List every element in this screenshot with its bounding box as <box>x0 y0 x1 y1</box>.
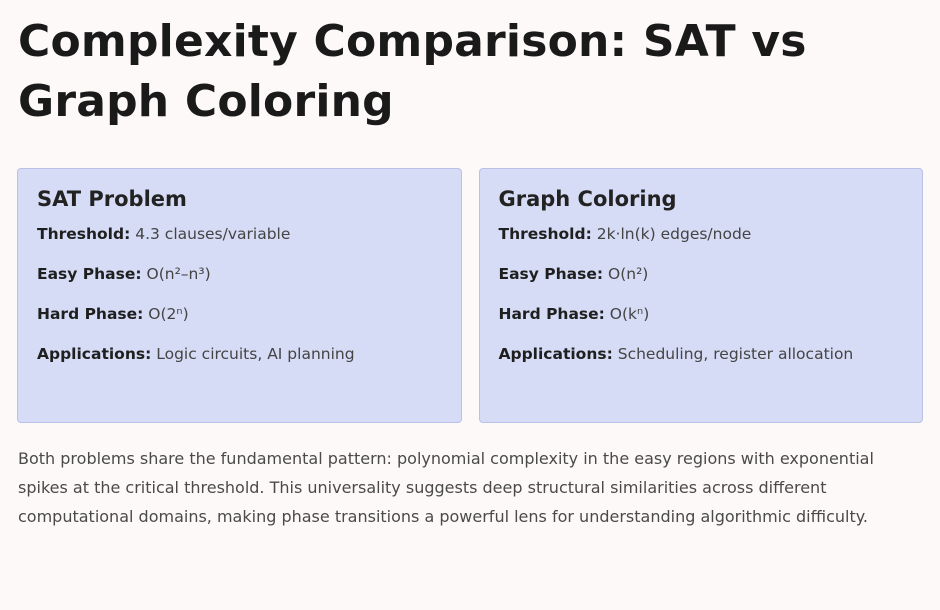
row-label: Applications: <box>498 345 613 363</box>
easy-phase-row <box>499 260 905 288</box>
row-label: Easy Phase: <box>498 265 604 283</box>
row-label: Hard Phase: <box>498 305 605 323</box>
row-value: O(2ⁿ) <box>148 305 189 323</box>
easy-phase-row <box>37 260 443 288</box>
hard-phase-row <box>37 300 443 328</box>
row-label: Easy Phase: <box>37 265 142 283</box>
threshold-row <box>37 220 443 248</box>
row-value: Scheduling, register allocation <box>617 345 854 363</box>
applications-row <box>37 340 443 368</box>
applications-row <box>499 340 905 368</box>
row-value: 4.3 clauses/variable <box>135 225 291 243</box>
page-title: Complexity Comparison: SAT vs Graph Coloring <box>18 16 807 127</box>
sat-problem-card <box>17 168 462 423</box>
row-label: Threshold: <box>498 225 592 243</box>
card-title: SAT Problem <box>37 187 187 211</box>
row-label: Applications: <box>37 345 152 363</box>
row-value: O(kⁿ) <box>609 305 650 323</box>
row-label: Hard Phase: <box>37 305 144 323</box>
threshold-row <box>499 220 905 248</box>
row-value: O(n²) <box>608 265 649 283</box>
row-label: Threshold: <box>37 225 131 243</box>
row-value: O(n²–n³) <box>146 265 211 283</box>
row-value: Logic circuits, AI planning <box>156 345 355 363</box>
row-value: 2k·ln(k) edges/node <box>596 225 752 243</box>
comparison-cards <box>17 168 923 423</box>
graph-coloring-card <box>479 168 924 423</box>
card-title: Graph Coloring <box>498 187 677 211</box>
hard-phase-row <box>499 300 905 328</box>
summary-paragraph: Both problems share the fundamental pattern: polynomial complexity in the easy regions with exponential spikes at the critical threshold. This universality suggests deep structural similarities across different computational domains, making phase transitions a powerful lens for understanding algorithmic difficulty. <box>18 449 874 526</box>
